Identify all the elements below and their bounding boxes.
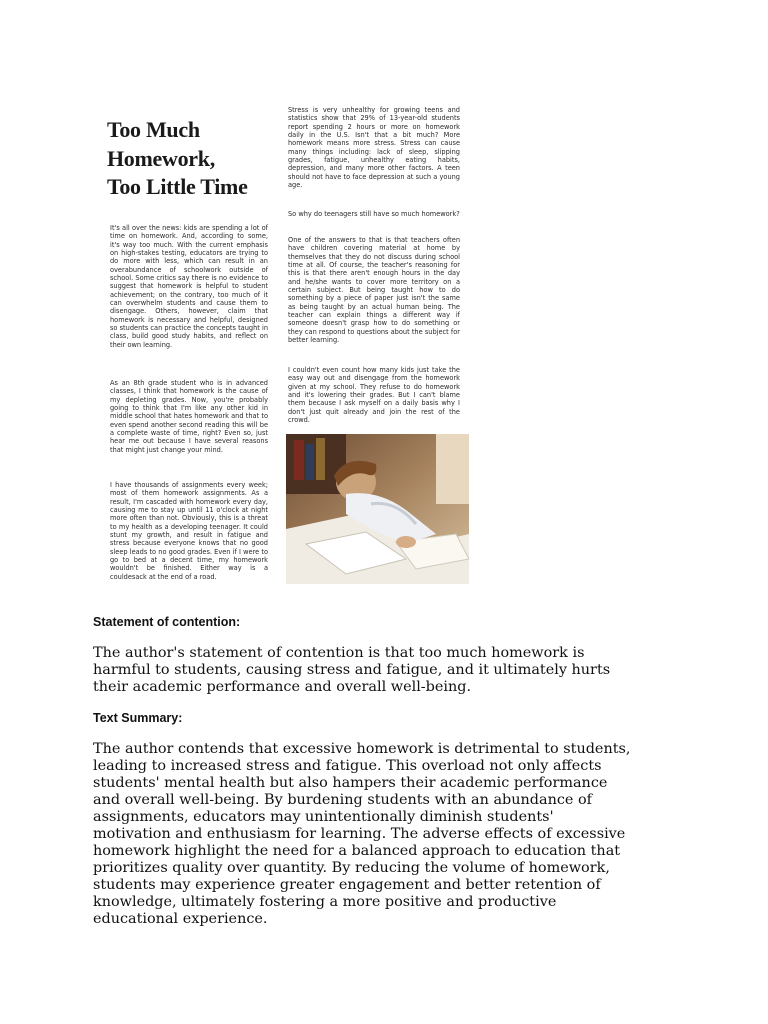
summary-text (93, 741, 683, 928)
summary-line: prioritizes quality over quantity. By reducing the volume of homework, (93, 860, 610, 876)
article-paragraph: It's all over the news: kids are spending a lot of time on homework. And, according to some, it's way too much. With the current emphasis on high-stakes testing, educators are trying to do more with less, which can result in an overabundance of schoolwork outside of school. Some critics say there is no evidence to suggest that homework is helpful to student achievement; on the contrary, too much of it can overwhelm students and cause them to disengage. Others, however, claim that homework is necessary and helpful, designed so students can practice the concepts taught in class, build good study habits, and reflect on their own learning. (110, 224, 268, 349)
headline-line: Too Little Time (107, 174, 248, 199)
summary-line: students may experience greater engagement and better retention of (93, 877, 601, 893)
summary-line: The author contends that excessive homework is detrimental to students, (93, 741, 631, 757)
headline-line: Homework, (107, 145, 215, 171)
article-paragraph: Stress is very unhealthy for growing teens and statistics show that 29% of 13-year-old students report spending 2 hours or more on homework daily in the U.S. Isn't that a bit much? More homework means more stress. Stress can cause many things including: lack of sleep, slipping grades, fatigue, unhealthy eating habits, depression, and many more other factors. A teen should not have to face depression at such a young age. (288, 106, 460, 190)
article-paragraph: So why do teenagers still have so much homework? (288, 210, 460, 218)
article-headline (107, 116, 282, 202)
student-homework-photo (286, 434, 469, 584)
statement-label: Statement of contention: (93, 615, 241, 629)
summary-line: students' mental health but also hampers their academic performance (93, 775, 608, 791)
summary-line: assignments, educators may unintentionally diminish students' (93, 809, 554, 825)
statement-line: their academic performance and overall well-being. (93, 679, 472, 695)
article-paragraph: I have thousands of assignments every week; most of them homework assignments. As a result, I'm cascaded with homework every day, causing me to stay up until 11 o'clock at night more often than not. Obviously, this is a threat to my health as a developing teenager. It could stunt my growth, and result in fatigue and stress because everyone knows that no good sleep leads to no good grades. Even if I were to go to bed at a decent time, my homework wouldn't be finished. Either way is a couldesack at the end of a road. (110, 481, 268, 581)
article-paragraph: One of the answers to that is that teachers often have children covering material at home by themselves that they do not discuss during school time at all. Of course, the teacher's reasoning for this is that there aren't enough hours in the day and he/she wants to cover more territory on a certain subject. But being taught how to do something by a piece of paper just isn't the same as being taught by an actual human being. The teacher can explain things a different way if someone doesn't grasp how to do something or they can respond to questions about the subject for better learning. (288, 236, 460, 345)
statement-text (93, 645, 683, 696)
summary-line: leading to increased stress and fatigue. This overload not only affects (93, 758, 602, 774)
summary-line: educational experience. (93, 911, 268, 927)
headline-line: Too Much (107, 117, 200, 142)
statement-line: harmful to students, causing stress and fatigue, and it ultimately hurts (93, 662, 611, 678)
summary-line: and overall well-being. By burdening students with an abundance of (93, 792, 593, 808)
article-scan-image (103, 98, 471, 598)
summary-line: homework highlight the need for a balanced approach to education that (93, 843, 621, 859)
summary-line: knowledge, ultimately fostering a more positive and productive (93, 894, 557, 910)
summary-label: Text Summary: (93, 711, 183, 725)
article-paragraph: I couldn't even count how many kids just take the easy way out and disengage from the homework given at my school. They refuse to do homework and it's lowering their grades. But I can't blame them because I ask myself on a daily basis why I don't just quit already and join the rest of the crowd. (288, 366, 460, 425)
summary-line: motivation and enthusiasm for learning. The adverse effects of excessive (93, 826, 626, 842)
statement-line: The author's statement of contention is that too much homework is (93, 645, 585, 661)
article-paragraph: As an 8th grade student who is in advanced classes, I think that homework is the cause of my depleting grades. Now, you're probably going to think that I'm like any other kid in middle school that hates homework and that to even spend another second reading this will be a complete waste of time, right? Even so, just hear me out because I have several reasons that might just change your mind. (110, 379, 268, 454)
